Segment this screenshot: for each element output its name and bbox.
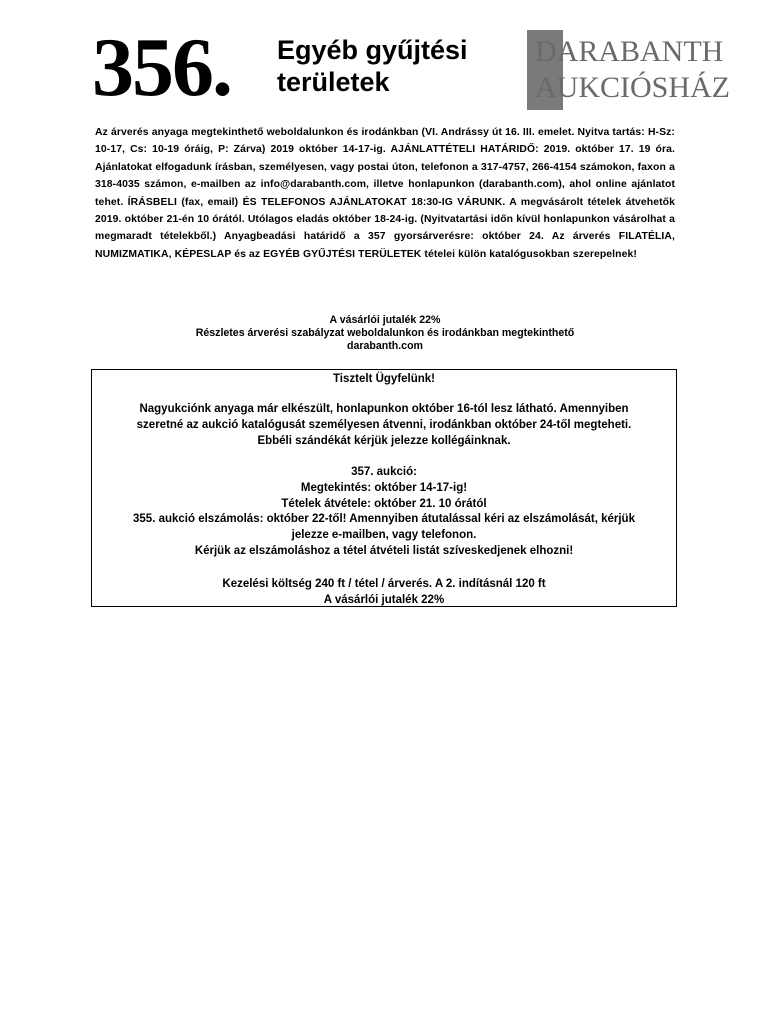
- header: [92, 21, 732, 116]
- catalog-title-line1: Egyéb gyűjtési: [277, 35, 468, 65]
- catalog-title: [277, 34, 468, 98]
- intro-paragraph: Az árverés anyaga megtekinthető weboldalunkon és irodánkban (VI. Andrássy út 16. III. emelet. Nyitva tartás: H-Sz: 10-17, Cs: 10-19 óráig, P: Zárva) 2019 október 14-17-ig. AJÁNLATTÉTELI HATÁRIDŐ: 2019. október 17. 19 óra. Ajánlatokat elfogadunk írásban, személyesen, vagy postai úton, telefonon a 317-4757, 266-4154 számokon, faxon a 318-4035 számon, e-mailben az info@darabanth.com, illetve honlapunkon (darabanth.com), ahol online ajánlatot tehet. ÍRÁSBELI (fax, email) ÉS TELEFONOS AJÁNLATOKAT 18:30-IG VÁRUNK. A megvásárolt tételek átvehetők 2019. október 21-én 10 órától. Utólagos eladás október 18-24-ig. (Nyitvatartási időn kívül honlapunkon vásárolhat a megmaradt tételekből.) Anyagbeadási határidő a 357 gyorsárverésre: október 24. Az árverés FILATÉLIA, NUMIZMATIKA, KÉPESLAP és az EGYÉB GYŰJTÉSI TERÜLETEK tételei külön katalógusokban szerepelnek!: [95, 127, 675, 260]
- notice-catalog-paragraph: [102, 402, 666, 449]
- notice-line: Nagyukciónk anyaga már elkészült, honlapunkon október 16-tól lesz látható. Amennyiben: [139, 403, 629, 415]
- rules-notice: Részletes árverési szabályzat weboldalunkon és irodánkban megtekinthető: [195, 327, 575, 339]
- buyer-premium: A vásárlói jutalék 22%: [329, 314, 441, 326]
- catalog-title-line2: területek: [277, 67, 390, 97]
- notice-line: szeretné az aukció katalógusát személyesen átvenni, irodánkban október 24-től megteheti.: [136, 418, 632, 431]
- notice-settlement: 355. aukció elszámolás: október 22-től! Amennyiben átutalással kéri az elszámolását, kérjük: [133, 513, 635, 526]
- notice-fee-paragraph: [98, 577, 670, 609]
- auction-info-block: [95, 314, 675, 353]
- logo-line2: AUKCIÓSHÁZ: [535, 71, 730, 104]
- website-link[interactable]: darabanth.com: [347, 340, 423, 352]
- notice-auction-paragraph: [98, 465, 670, 560]
- notice-settlement: Kérjük az elszámoláshoz a tétel átvételi listát szíveskedjenek elhozni!: [194, 544, 574, 557]
- notice-greeting: Tisztelt Ügyfelünk!: [332, 373, 436, 385]
- notice-pickup: Tételek átvétele: október 21. 10 órától: [281, 497, 487, 510]
- notice-auction-label: 357. aukció:: [351, 466, 417, 478]
- notice-premium: A vásárlói jutalék 22%: [323, 593, 445, 606]
- notice-fee: Kezelési költség 240 ft / tétel / árverés. A 2. indításnál 120 ft: [222, 578, 546, 590]
- notice-viewing: Megtekintés: október 14-17-ig!: [300, 481, 468, 494]
- auction-number: 356.: [92, 21, 231, 114]
- notice-line: Ebbéli szándékát kérjük jelezze kollégáinknak.: [257, 434, 511, 447]
- darabanth-logo: [527, 30, 730, 110]
- notice-box: [91, 369, 677, 607]
- logo-line1: DARABANTH: [535, 35, 724, 68]
- notice-settlement: jelezze e-mailben, vagy telefonon.: [291, 529, 477, 542]
